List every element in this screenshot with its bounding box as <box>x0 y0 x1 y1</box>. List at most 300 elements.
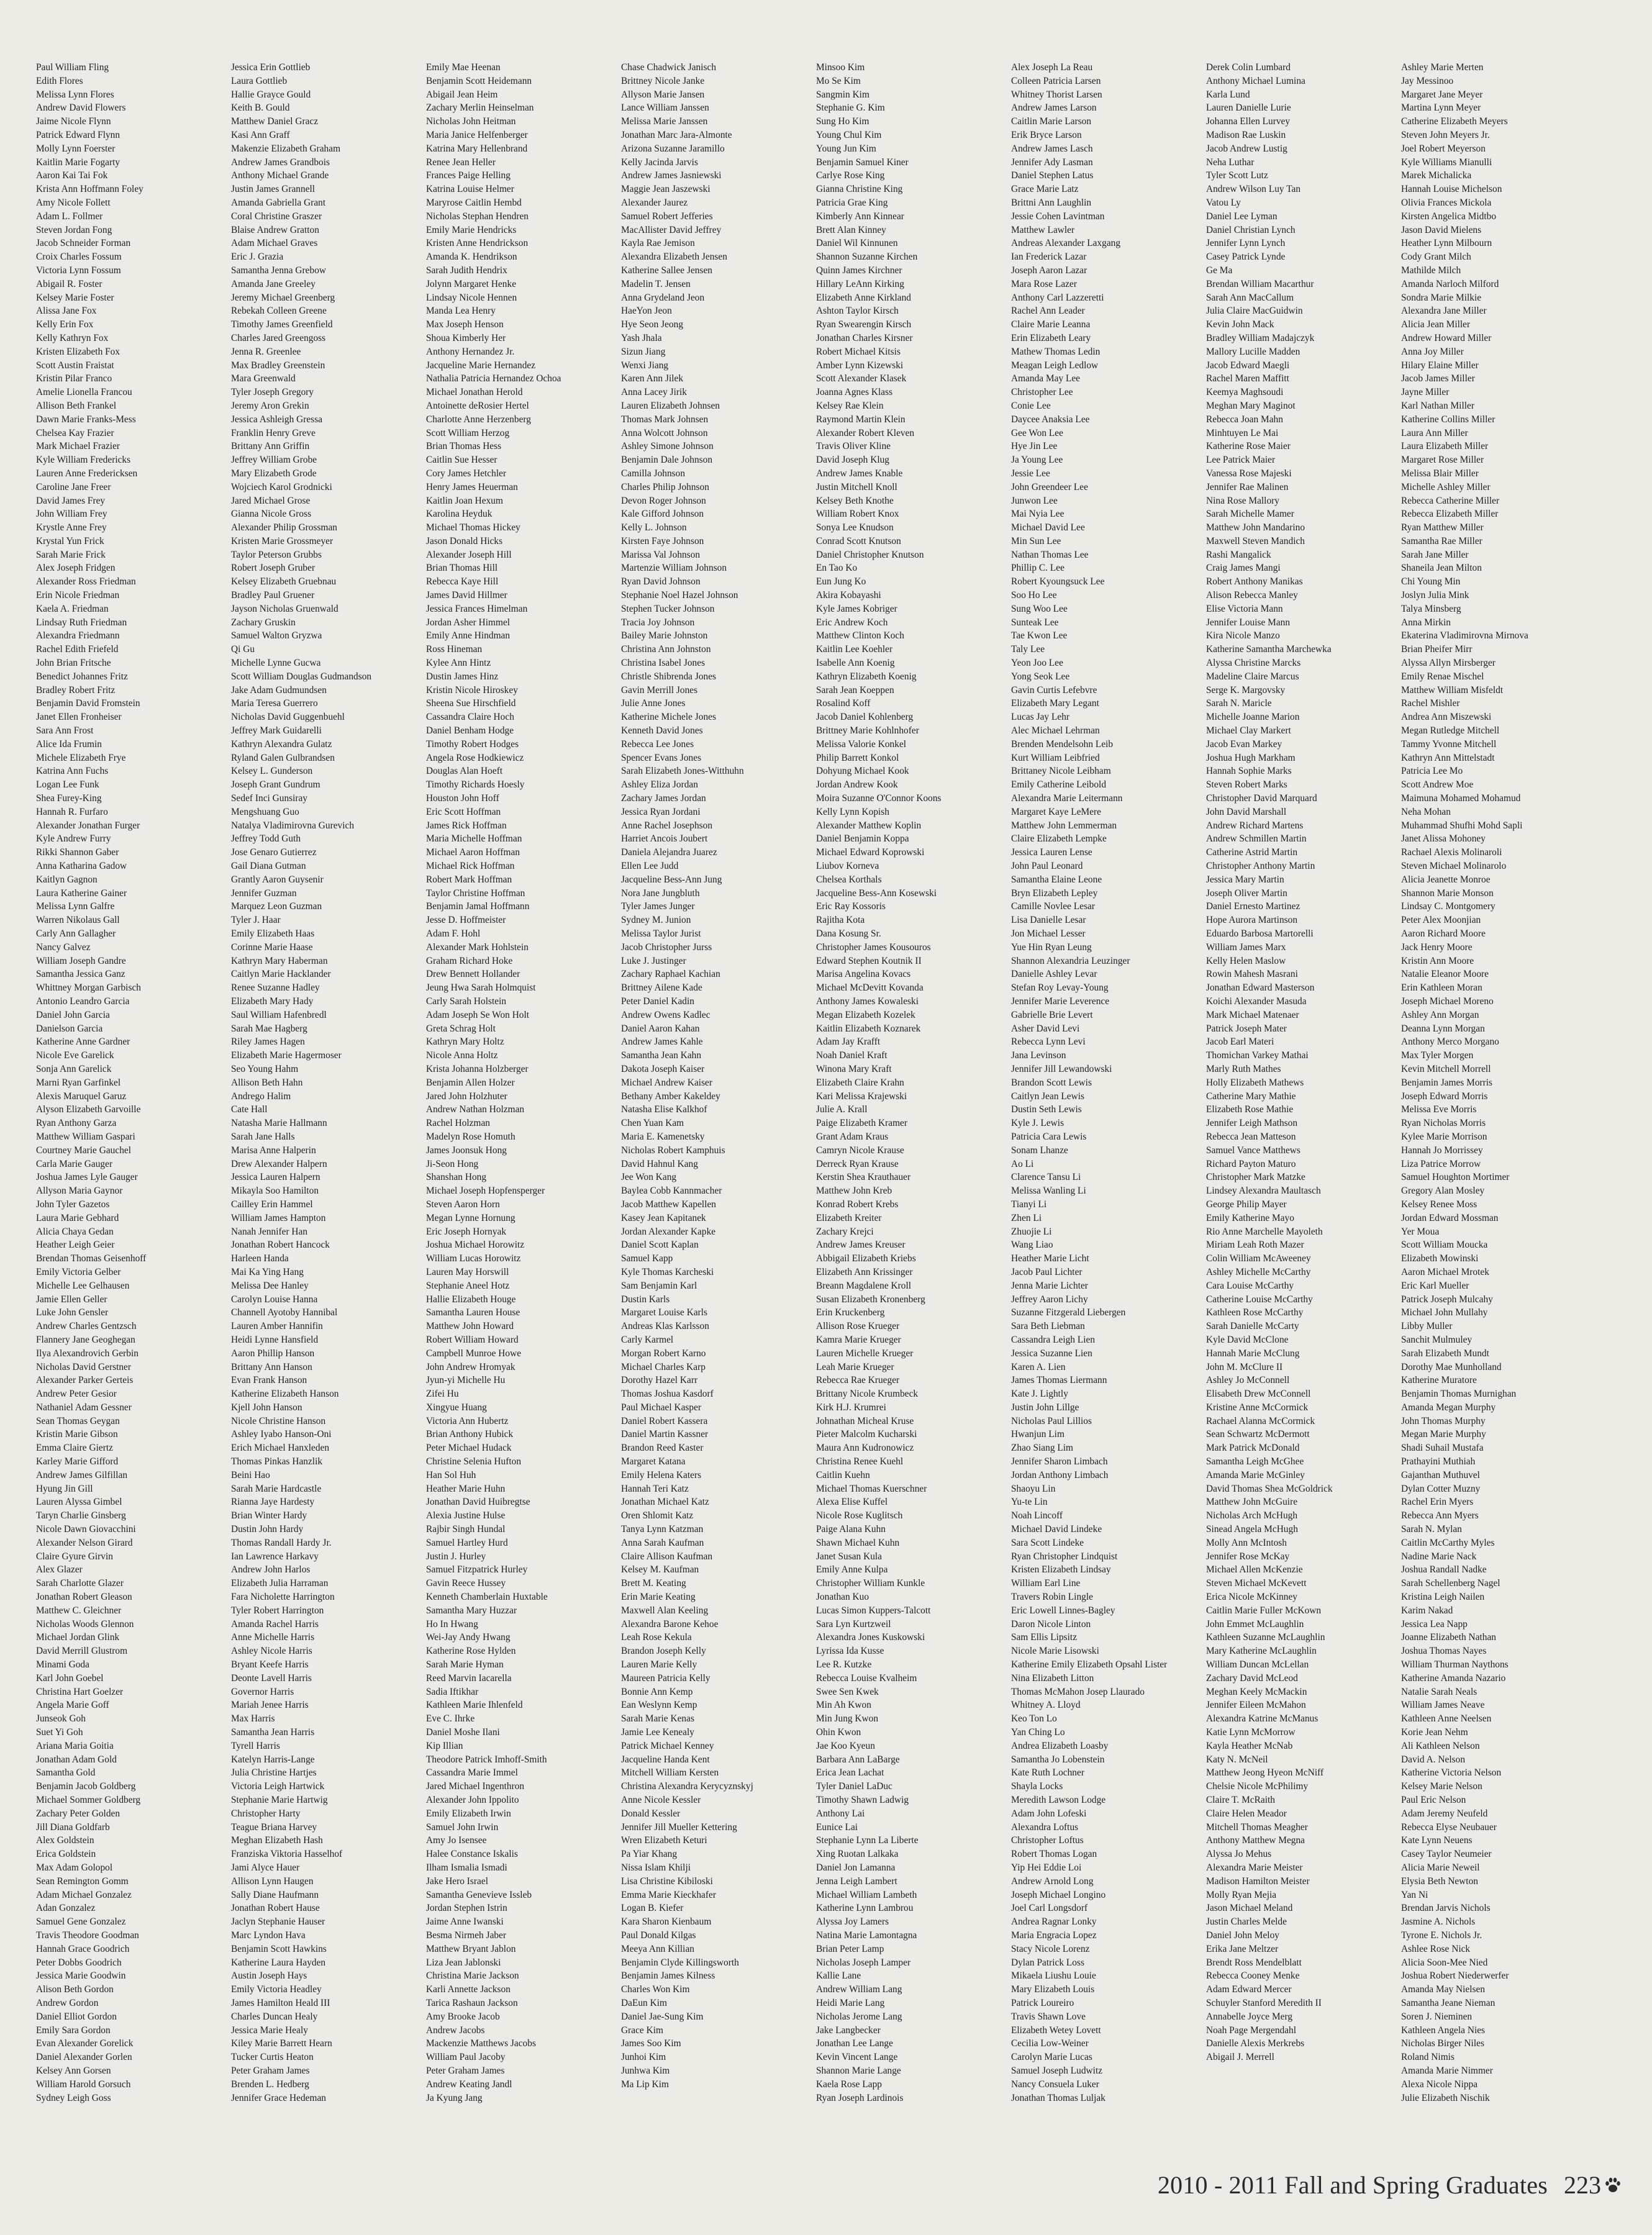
graduate-name: Ross Hineman <box>426 644 483 655</box>
graduate-name: Nicholas Birger Niles <box>1401 2038 1484 2049</box>
graduate-name: Erica Goldstein <box>36 1849 96 1860</box>
graduate-name: Emily Victoria Headley <box>231 1984 322 1995</box>
graduate-name: Janet Alissa Mohoney <box>1401 833 1486 845</box>
graduate-name: Shoua Kimberly Her <box>426 332 506 343</box>
graduate-name: Elizabeth Julia Harraman <box>231 1578 329 1589</box>
graduate-name: Adam L. Follmer <box>36 211 103 222</box>
graduate-name: Jennifer Louise Mann <box>1206 617 1291 628</box>
graduate-name: Sarah Ann MacCallum <box>1206 292 1294 303</box>
graduate-name: Nicholas Jerome Lang <box>816 2011 902 2022</box>
graduate-name: Stephanie Aneel Hotz <box>426 1280 510 1291</box>
graduate-name: Jessica Lauren Lense <box>1011 847 1092 858</box>
graduate-name: Kathleen Angela Nies <box>1401 2024 1486 2036</box>
graduate-name: Shayla Locks <box>1011 1781 1063 1792</box>
graduate-name: Andrew James Kreuser <box>816 1240 905 1251</box>
graduate-name: Thomas Randall Hardy Jr. <box>231 1537 332 1548</box>
graduate-name: Soo Ho Lee <box>1011 590 1057 601</box>
graduate-name: Marly Ruth Mathes <box>1206 1063 1281 1074</box>
graduate-name: Michael William Lambeth <box>816 1889 917 1900</box>
graduate-name: Hannah Teri Katz <box>621 1483 689 1494</box>
graduate-name: Heather Marie Huhn <box>426 1483 506 1494</box>
graduate-name: Sanchit Mulmuley <box>1401 1334 1473 1345</box>
graduate-name: Jonathan Marc Jara-Almonte <box>621 129 732 140</box>
graduate-name: Vanessa Rose Majeski <box>1206 468 1292 479</box>
graduate-name: Kristina Leigh Nailen <box>1401 1592 1485 1603</box>
graduate-name: Greta Schrag Holt <box>426 1023 496 1034</box>
graduate-name: Charles Duncan Healy <box>231 2011 318 2022</box>
graduate-name: Philip Barrett Konkol <box>816 752 899 763</box>
graduate-name: Travis Theodore Goodman <box>36 1929 139 1941</box>
graduate-name: Michael Clay Markert <box>1206 725 1291 737</box>
graduate-name: Joanne Elizabeth Nathan <box>1401 1632 1496 1643</box>
graduate-name: Samantha Genevieve Issleb <box>426 1889 532 1900</box>
graduate-name: Jacob Earl Materi <box>1206 1036 1274 1048</box>
graduate-name: Andrego Halim <box>231 1090 291 1102</box>
graduate-name: Jesse D. Hoffmeister <box>426 915 506 926</box>
graduate-name: Caitlin Sue Hesser <box>426 455 497 466</box>
page-number: 223 <box>1564 2171 1601 2199</box>
graduate-name: Maxwell Alan Keeling <box>621 1605 709 1616</box>
graduate-name: Katherine Elizabeth Hanson <box>231 1389 339 1400</box>
graduate-name: Flannery Jane Geoghegan <box>36 1334 135 1345</box>
graduate-name: Claire Helen Meador <box>1206 1808 1287 1819</box>
graduate-name: Nancy Galvez <box>36 941 91 953</box>
graduate-name: Camilla Johnson <box>621 468 686 479</box>
graduate-name: Eric Andrew Koch <box>816 617 888 628</box>
graduate-name: Mai Nyia Lee <box>1011 509 1064 520</box>
graduate-name: Erin Marie Keating <box>621 1592 696 1603</box>
graduate-name: Cara Louise McCarthy <box>1206 1280 1294 1291</box>
graduate-name: Zhen Li <box>1011 1212 1042 1223</box>
graduate-name: Wren Elizabeth Keturi <box>621 1835 707 1846</box>
graduate-name: Jennifer Jill Mueller Kettering <box>621 1821 737 1833</box>
graduate-name: Krista Johanna Holzberger <box>426 1063 529 1074</box>
graduate-name: Zachary James Jordan <box>621 793 706 804</box>
graduate-name: Breann Magdalene Kroll <box>816 1280 911 1291</box>
graduate-name: Kjell John Hanson <box>231 1402 302 1413</box>
graduate-name: Catherine Mary Mathie <box>1206 1090 1296 1102</box>
graduate-name: Jessica Frances Himelman <box>426 603 528 614</box>
graduate-name: Taylor Christine Hoffman <box>426 887 525 899</box>
graduate-name: Jessica Marie Goodwin <box>36 1970 126 1982</box>
graduate-name: Abigail R. Foster <box>36 278 102 289</box>
graduate-name: Tyler Joseph Gregory <box>231 387 314 398</box>
graduate-name: Jill Diana Goldfarb <box>36 1821 110 1833</box>
graduate-name: Kyle David McClone <box>1206 1334 1289 1345</box>
graduate-name: Kenneth David Jones <box>621 725 703 737</box>
graduate-name: Catherine Elizabeth Meyers <box>1401 116 1508 127</box>
graduate-name: Kallie Lane <box>816 1970 861 1982</box>
graduate-name: Kathryn Mary Haberman <box>231 955 328 966</box>
graduate-name: Max Bradley Greenstein <box>231 360 325 371</box>
graduate-name: Alexandra Marie Leitermann <box>1011 793 1123 804</box>
graduate-name: Devon Roger Johnson <box>621 495 706 506</box>
graduate-name: Jeffrey Aaron Lichy <box>1011 1294 1088 1305</box>
graduate-name: Qi Gu <box>231 644 255 655</box>
name-column-3 <box>426 61 621 2160</box>
graduate-name: Tanya Lynn Katzman <box>621 1524 704 1535</box>
graduate-name: Andrea Ann Miszewski <box>1401 712 1492 723</box>
graduate-name: Eric Ray Kossoris <box>816 901 886 912</box>
graduate-name: Kristen Marie Grossmeyer <box>231 535 334 546</box>
graduate-name: Saul William Hafenbredl <box>231 1009 327 1020</box>
graduate-name: Shaoyu Lin <box>1011 1483 1056 1494</box>
graduate-name: John Emmet McLaughlin <box>1206 1618 1304 1630</box>
graduate-name: Rebecca Jean Matteson <box>1206 1131 1296 1142</box>
graduate-name: Kristin Ann Moore <box>1401 955 1474 966</box>
graduate-name: Kelsey Elizabeth Gruebnau <box>231 576 337 587</box>
graduate-name: Daniel Christopher Knutson <box>816 549 924 560</box>
graduate-name: Jessica Lea Napp <box>1401 1618 1468 1630</box>
graduate-name: Dorothy Hazel Karr <box>621 1375 698 1386</box>
graduate-name: Peter Alex Moonjian <box>1401 915 1481 926</box>
graduate-name: Renee Jean Heller <box>426 156 496 168</box>
graduate-name: Gail Diana Gutman <box>231 861 306 872</box>
graduate-name: Sarah Marie Hyman <box>426 1659 504 1671</box>
graduate-name: Alexandra Jones Kuskowski <box>816 1632 925 1643</box>
graduate-name: Heather Leigh Geier <box>36 1240 115 1251</box>
graduate-name: Kaela A. Friedman <box>36 603 109 614</box>
graduate-name: Allison Rose Krueger <box>816 1321 900 1332</box>
graduate-name: Jennifer Rose McKay <box>1206 1551 1290 1562</box>
graduate-name: Young Jun Kim <box>816 143 876 154</box>
graduate-name: Kate J. Lightly <box>1011 1389 1068 1400</box>
graduate-name: Heather Lynn Milbourn <box>1401 238 1492 249</box>
graduate-name: Susan Elizabeth Kronenberg <box>816 1294 925 1305</box>
graduate-name: Hye Jin Lee <box>1011 441 1058 452</box>
graduate-name: Cate Hall <box>231 1104 268 1115</box>
graduate-name: Maryrose Caitlin Hembd <box>426 197 522 208</box>
graduate-name: Rebecca Kaye Hill <box>426 576 499 587</box>
graduate-name: Nicole Rose Kuglitsch <box>816 1510 903 1521</box>
graduate-name: Chelsea Korthals <box>816 874 882 885</box>
graduate-name: William James Neave <box>1401 1700 1485 1711</box>
graduate-name: Nicole Anna Holtz <box>426 1050 498 1061</box>
graduate-name: Madeline Claire Marcus <box>1206 671 1299 682</box>
graduate-name: Ashley Marie Merten <box>1401 62 1484 73</box>
graduate-name: Samantha Gold <box>36 1767 96 1779</box>
graduate-name: Brittney Marie Kohlnhofer <box>816 725 919 737</box>
graduate-name: Kristin Nicole Hiroskey <box>426 684 518 696</box>
graduate-name: William Robert Knox <box>816 509 899 520</box>
graduate-name: Kelly Erin Fox <box>36 319 94 330</box>
graduate-name: Anna Sarah Kaufman <box>621 1537 704 1548</box>
graduate-name: Jeremy Michael Greenberg <box>231 292 335 303</box>
graduate-name: Maxwell Steven Mandich <box>1206 535 1305 546</box>
graduate-name: Deanna Lynn Morgan <box>1401 1023 1485 1034</box>
graduate-name: Samantha Elaine Leone <box>1011 874 1102 885</box>
graduate-name: Brett Alan Kinney <box>816 224 886 235</box>
graduate-name: Samantha Rae Miller <box>1401 535 1482 546</box>
graduate-name: Anthony Merco Morgano <box>1401 1036 1499 1048</box>
graduate-name: Rachel Holzman <box>426 1118 490 1129</box>
graduate-name: Janet Ellen Fronheiser <box>36 712 122 723</box>
graduate-name: Suzanne Fitzgerald Liebergen <box>1011 1307 1126 1318</box>
graduate-name: Junhoi Kim <box>621 2052 666 2063</box>
graduate-name: Bailey Marie Johnston <box>621 630 708 641</box>
graduate-name: Katie Lynn McMorrow <box>1206 1727 1296 1738</box>
graduate-name: Daniel Aaron Kahan <box>621 1023 700 1034</box>
graduate-name: Eduardo Barbosa Martorelli <box>1206 928 1314 939</box>
graduate-name: Jordan Anthony Limbach <box>1011 1469 1109 1480</box>
graduate-name: Samantha Jeane Nieman <box>1401 1997 1495 2008</box>
graduate-name: Steven Aaron Horn <box>426 1199 500 1210</box>
graduate-name: Alicia Chaya Gedan <box>36 1226 114 1237</box>
graduate-name: Jenna R. Greenlee <box>231 346 301 357</box>
graduate-name: Emily Elizabeth Irwin <box>426 1808 511 1819</box>
graduate-name: Alyssa Joy Lamers <box>816 1916 889 1928</box>
graduate-name: Han Sol Huh <box>426 1469 476 1480</box>
graduate-name: William Earl Line <box>1011 1578 1081 1589</box>
graduate-name: Allyson Maria Gaynor <box>36 1186 123 1197</box>
graduate-name: Christine Selenia Hufton <box>426 1456 522 1467</box>
graduate-name: Amy Brooke Jacob <box>426 2011 500 2022</box>
graduate-name: Cecilia Low-Weiner <box>1011 2038 1089 2049</box>
graduate-name: Melissa Dee Hanley <box>231 1280 309 1291</box>
graduate-name: Keemya Maghsoudi <box>1206 387 1284 398</box>
graduate-name: Brittany Ann Hanson <box>231 1361 312 1372</box>
graduate-name: Lucas Simon Kuppers-Talcott <box>816 1605 931 1616</box>
graduate-name: Adam F. Hohl <box>426 928 481 939</box>
graduate-name: Jamie Lee Kenealy <box>621 1727 694 1738</box>
graduate-name: Shanshan Hong <box>426 1172 487 1183</box>
graduate-name: Mai Ka Ying Hang <box>231 1266 304 1277</box>
graduate-name: Rajitha Kota <box>816 915 865 926</box>
graduate-name: Alyssa Christine Marcks <box>1206 658 1301 669</box>
graduate-name: Matthew Lawler <box>1011 224 1075 235</box>
graduate-name: Stefan Roy Levay-Young <box>1011 982 1109 994</box>
graduate-name: Shea Furey-King <box>36 793 102 804</box>
graduate-name: Patrick Loureiro <box>1011 1997 1074 2008</box>
graduate-name: Jacob Evan Markey <box>1206 738 1282 750</box>
graduate-name: Brittni Ann Laughlin <box>1011 197 1092 208</box>
graduate-name: Mackenzie Matthews Jacobs <box>426 2038 536 2049</box>
graduate-name: Zachary Raphael Kachian <box>621 969 720 980</box>
graduate-name: Sonja Ann Garelick <box>36 1063 112 1074</box>
graduate-name: Oren Shlomit Katz <box>621 1510 694 1521</box>
graduate-name: Halee Constance Iskalis <box>426 1849 518 1860</box>
graduate-name: Ao Li <box>1011 1158 1034 1169</box>
graduate-name: Benjamin Clyde Killingsworth <box>621 1957 739 1968</box>
graduate-name: James Joonsuk Hong <box>426 1145 507 1156</box>
graduate-name: David Hahnul Kang <box>621 1158 698 1169</box>
graduate-name: Tae Kwon Lee <box>1011 630 1068 641</box>
graduate-name: Minami Goda <box>36 1659 89 1671</box>
graduate-name: Wei-Jay Andy Hwang <box>426 1632 511 1643</box>
graduate-name: Ilham Ismalia Ismadi <box>426 1862 507 1873</box>
graduate-name: Christopher Loftus <box>1011 1835 1084 1846</box>
graduate-name: Thomichan Varkey Mathai <box>1206 1050 1309 1061</box>
graduate-name: Matthew C. Gleichner <box>36 1605 122 1616</box>
graduate-name: Liubov Korneva <box>816 861 879 872</box>
graduate-name: Travers Robin Lingle <box>1011 1592 1093 1603</box>
graduate-name: Michelle Joanne Marion <box>1206 712 1300 723</box>
graduate-name: Amy Nicole Follett <box>36 197 111 208</box>
graduate-name: Andrew Wilson Luy Tan <box>1206 184 1301 195</box>
graduate-name: Lee Patrick Maier <box>1206 455 1276 466</box>
graduate-name: Emily Catherine Leibold <box>1011 779 1107 791</box>
graduate-name: Katherine Rose Hylden <box>426 1646 516 1657</box>
graduate-name: Timothy Robert Hodges <box>426 738 519 750</box>
graduate-name: Nicholas Arch McHugh <box>1206 1510 1298 1521</box>
graduate-name: Andrew Nathan Holzman <box>426 1104 525 1115</box>
graduate-name: Nicholas Stephan Hendren <box>426 211 529 222</box>
graduate-name: Rebecca Rae Krueger <box>816 1375 900 1386</box>
name-column-8 <box>1401 61 1596 2160</box>
graduate-name: Steven Michael McKevett <box>1206 1578 1307 1589</box>
graduate-name: Julie A. Krall <box>816 1104 868 1115</box>
graduate-name: Sarah Jane Halls <box>231 1131 295 1142</box>
graduate-name: Sarah N. Maricle <box>1206 698 1272 709</box>
graduate-name: Brian Anthony Hubick <box>426 1429 514 1440</box>
graduate-name: Megan Lynne Hornung <box>426 1212 515 1223</box>
graduate-name: Christopher Mark Matzke <box>1206 1172 1305 1183</box>
graduate-name: Andrew Charles Gentzsch <box>36 1321 137 1332</box>
graduate-name: Margaret Rose Miller <box>1401 455 1484 466</box>
graduate-name: Joseph Michael Moreno <box>1401 995 1494 1007</box>
graduate-name: Adam Edward Mercer <box>1206 1984 1292 1995</box>
graduate-name: Victoria Leigh Hartwick <box>231 1781 325 1792</box>
graduate-name: Jared Michael Grose <box>231 495 311 506</box>
graduate-name: Nicholas Joseph Lamper <box>816 1957 911 1968</box>
graduate-name: Tyler Robert Harrington <box>231 1605 324 1616</box>
graduate-name: Campbell Munroe Howe <box>426 1348 522 1359</box>
graduate-name: Nicholas Woods Glennon <box>36 1618 134 1630</box>
graduate-name: Krista Ann Hoffmann Foley <box>36 184 143 195</box>
graduate-name: Madison Rae Luskin <box>1206 129 1286 140</box>
graduate-name: Jonathan Robert Hause <box>231 1903 320 1914</box>
graduate-name: Brian Pheifer Mirr <box>1401 644 1473 655</box>
graduate-name: Angela Rose Hodkiewicz <box>426 752 524 763</box>
graduate-name: Sedef Inci Gunsiray <box>231 793 308 804</box>
graduate-name: Andrew James Kahle <box>621 1036 703 1048</box>
graduate-name: Aaron Kai Tai Fok <box>36 170 108 181</box>
graduate-name: Antonio Leandro Garcia <box>36 995 130 1007</box>
graduate-name: Anthony Michael Grande <box>231 170 329 181</box>
graduate-name: Katrina Ann Fuchs <box>36 766 109 777</box>
graduate-name: Daniel John Meloy <box>1206 1929 1279 1941</box>
graduate-name: Anthony Carl Lazzeretti <box>1011 292 1104 303</box>
graduate-name: Martenzie William Johnson <box>621 563 727 574</box>
graduate-name: Jacob Christopher Jurss <box>621 941 712 953</box>
graduate-name: Jonathan Robert Hancock <box>231 1240 330 1251</box>
graduate-name: Christle Shibrenda Jones <box>621 671 717 682</box>
graduate-name: Kathryn Elizabeth Koenig <box>816 671 917 682</box>
graduate-name: Jessica Lauren Halpern <box>231 1172 320 1183</box>
graduate-name: Bonnie Ann Kemp <box>621 1686 693 1697</box>
graduate-name: Eric Lowell Linnes-Bagley <box>1011 1605 1115 1616</box>
graduate-name: Alexander Parker Gerteis <box>36 1375 134 1386</box>
graduate-name: Brendan William Macarthur <box>1206 278 1314 289</box>
graduate-name: Franklin Henry Greve <box>231 427 315 438</box>
graduate-name: Katherine Anne Gardner <box>36 1036 130 1048</box>
graduate-name: Alec Michael Lehrman <box>1011 725 1100 737</box>
graduate-name: Shannon Marie Monson <box>1401 887 1494 899</box>
graduate-name: Melissa Eve Morris <box>1401 1104 1477 1115</box>
graduate-name: Ryan Joseph Lardinois <box>816 2092 904 2103</box>
graduate-name: Teague Briana Harvey <box>231 1821 317 1833</box>
graduate-name: Natasha Elise Kalkhof <box>621 1104 707 1115</box>
graduate-name: Amanda Marie Nimmer <box>1401 2065 1493 2076</box>
graduate-name: Minhtuyen Le Mai <box>1206 427 1279 438</box>
graduate-name: Matthew John Howard <box>426 1321 514 1332</box>
graduate-name: Andrea Ragnar Lonky <box>1011 1916 1097 1928</box>
graduate-name: Sally Diane Haufmann <box>231 1889 319 1900</box>
graduate-name: Dylan Patrick Loss <box>1011 1957 1084 1968</box>
graduate-name: Adam Michael Gonzalez <box>36 1889 132 1900</box>
graduate-name: Sarah Mae Hagberg <box>231 1023 307 1034</box>
graduate-name: Andrew James Jasniewski <box>621 170 722 181</box>
graduate-name: Lisa Christine Kibiloski <box>621 1875 713 1887</box>
graduate-name: Yan Ching Lo <box>1011 1727 1065 1738</box>
name-column-4 <box>621 61 816 2160</box>
graduate-name: Bethany Amber Kakeldey <box>621 1090 720 1102</box>
graduate-name: Kaitlin Marie Fogarty <box>36 156 120 168</box>
graduate-name: Soren J. Nieminen <box>1401 2011 1473 2022</box>
graduate-name: Meredith Lawson Lodge <box>1011 1795 1106 1805</box>
graduate-name: Ryan Swearengin Kirsch <box>816 319 912 330</box>
graduate-name: Michael Joseph Hopfensperger <box>426 1186 545 1197</box>
graduate-name: Min Jung Kwon <box>816 1713 879 1725</box>
graduate-name: Paul Michael Kasper <box>621 1402 702 1413</box>
graduate-name: Rebecca Ann Myers <box>1401 1510 1479 1521</box>
graduate-name: Karli Annette Jackson <box>426 1984 511 1995</box>
graduate-name: Sarah Marie Frick <box>36 549 106 560</box>
graduate-name: Sam Ellis Lipsitz <box>1011 1632 1078 1643</box>
graduate-name: Yu-te Lin <box>1011 1497 1048 1508</box>
graduate-name: Emily Renae Mischel <box>1401 671 1484 682</box>
graduate-name: Abigail Jean Heim <box>426 89 498 100</box>
graduate-name: Ryan Matthew Miller <box>1401 522 1484 533</box>
graduate-name: Jacob Edward Maegli <box>1206 360 1290 371</box>
graduate-name: Kristin Marie Gibson <box>36 1429 118 1440</box>
graduate-name: Nicholas David Gerstner <box>36 1361 132 1372</box>
graduate-name: Natalie Eleanor Moore <box>1401 969 1489 980</box>
graduate-name: Kristen Elizabeth Fox <box>36 346 120 357</box>
graduate-name: Jennifer Guzman <box>231 887 297 899</box>
graduate-name: Jacob Daniel Kohlenberg <box>816 712 914 723</box>
graduate-name: David James Frey <box>36 495 106 506</box>
graduate-name: Nanah Jennifer Han <box>231 1226 308 1237</box>
graduate-name: Daniel Christian Lynch <box>1206 224 1296 235</box>
graduate-name: Elizabeth Mary Legant <box>1011 698 1099 709</box>
graduate-name: Sara Lyn Kurtzweil <box>816 1618 891 1630</box>
graduate-name: Benjamin Allen Holzer <box>426 1077 515 1088</box>
graduate-name: Melissa Taylor Jurist <box>621 928 701 939</box>
graduate-name: Alexandra Marie Meister <box>1206 1862 1303 1873</box>
graduate-name: Sizun Jiang <box>621 346 666 357</box>
graduate-name: Katrina Louise Helmer <box>426 184 514 195</box>
graduate-name: Harriet Ancois Joubert <box>621 833 708 845</box>
graduate-name: Gabrielle Brie Levert <box>1011 1009 1093 1020</box>
graduate-name: Daniel Martin Kassner <box>621 1429 709 1440</box>
graduate-name: Alexander Matthew Koplin <box>816 820 922 831</box>
graduate-name: Carly Ann Gallagher <box>36 928 116 939</box>
graduate-name: David Thomas Shea McGoldrick <box>1206 1483 1333 1494</box>
graduate-name: Elizabeth Wetey Lovett <box>1011 2024 1101 2036</box>
graduate-name: Danielle Alexis Merkrebs <box>1206 2038 1305 2049</box>
graduate-name: Brian Thomas Hess <box>426 441 502 452</box>
graduate-name: Christina Ann Johnston <box>621 644 711 655</box>
graduate-name: Jonathan Thomas Luljak <box>1011 2092 1105 2103</box>
graduate-name: Akira Kobayashi <box>816 590 881 601</box>
graduate-name: Kaela Rose Lapp <box>816 2079 882 2090</box>
graduate-name: Karen A. Lien <box>1011 1361 1066 1372</box>
graduate-name: Sean Remington Gomm <box>36 1875 129 1887</box>
graduate-name: Lindsey Alexandra Maultasch <box>1206 1186 1321 1197</box>
graduate-name: Ashley Simone Johnson <box>621 441 714 452</box>
graduate-name: Sarah Elizabeth Mundt <box>1401 1348 1489 1359</box>
